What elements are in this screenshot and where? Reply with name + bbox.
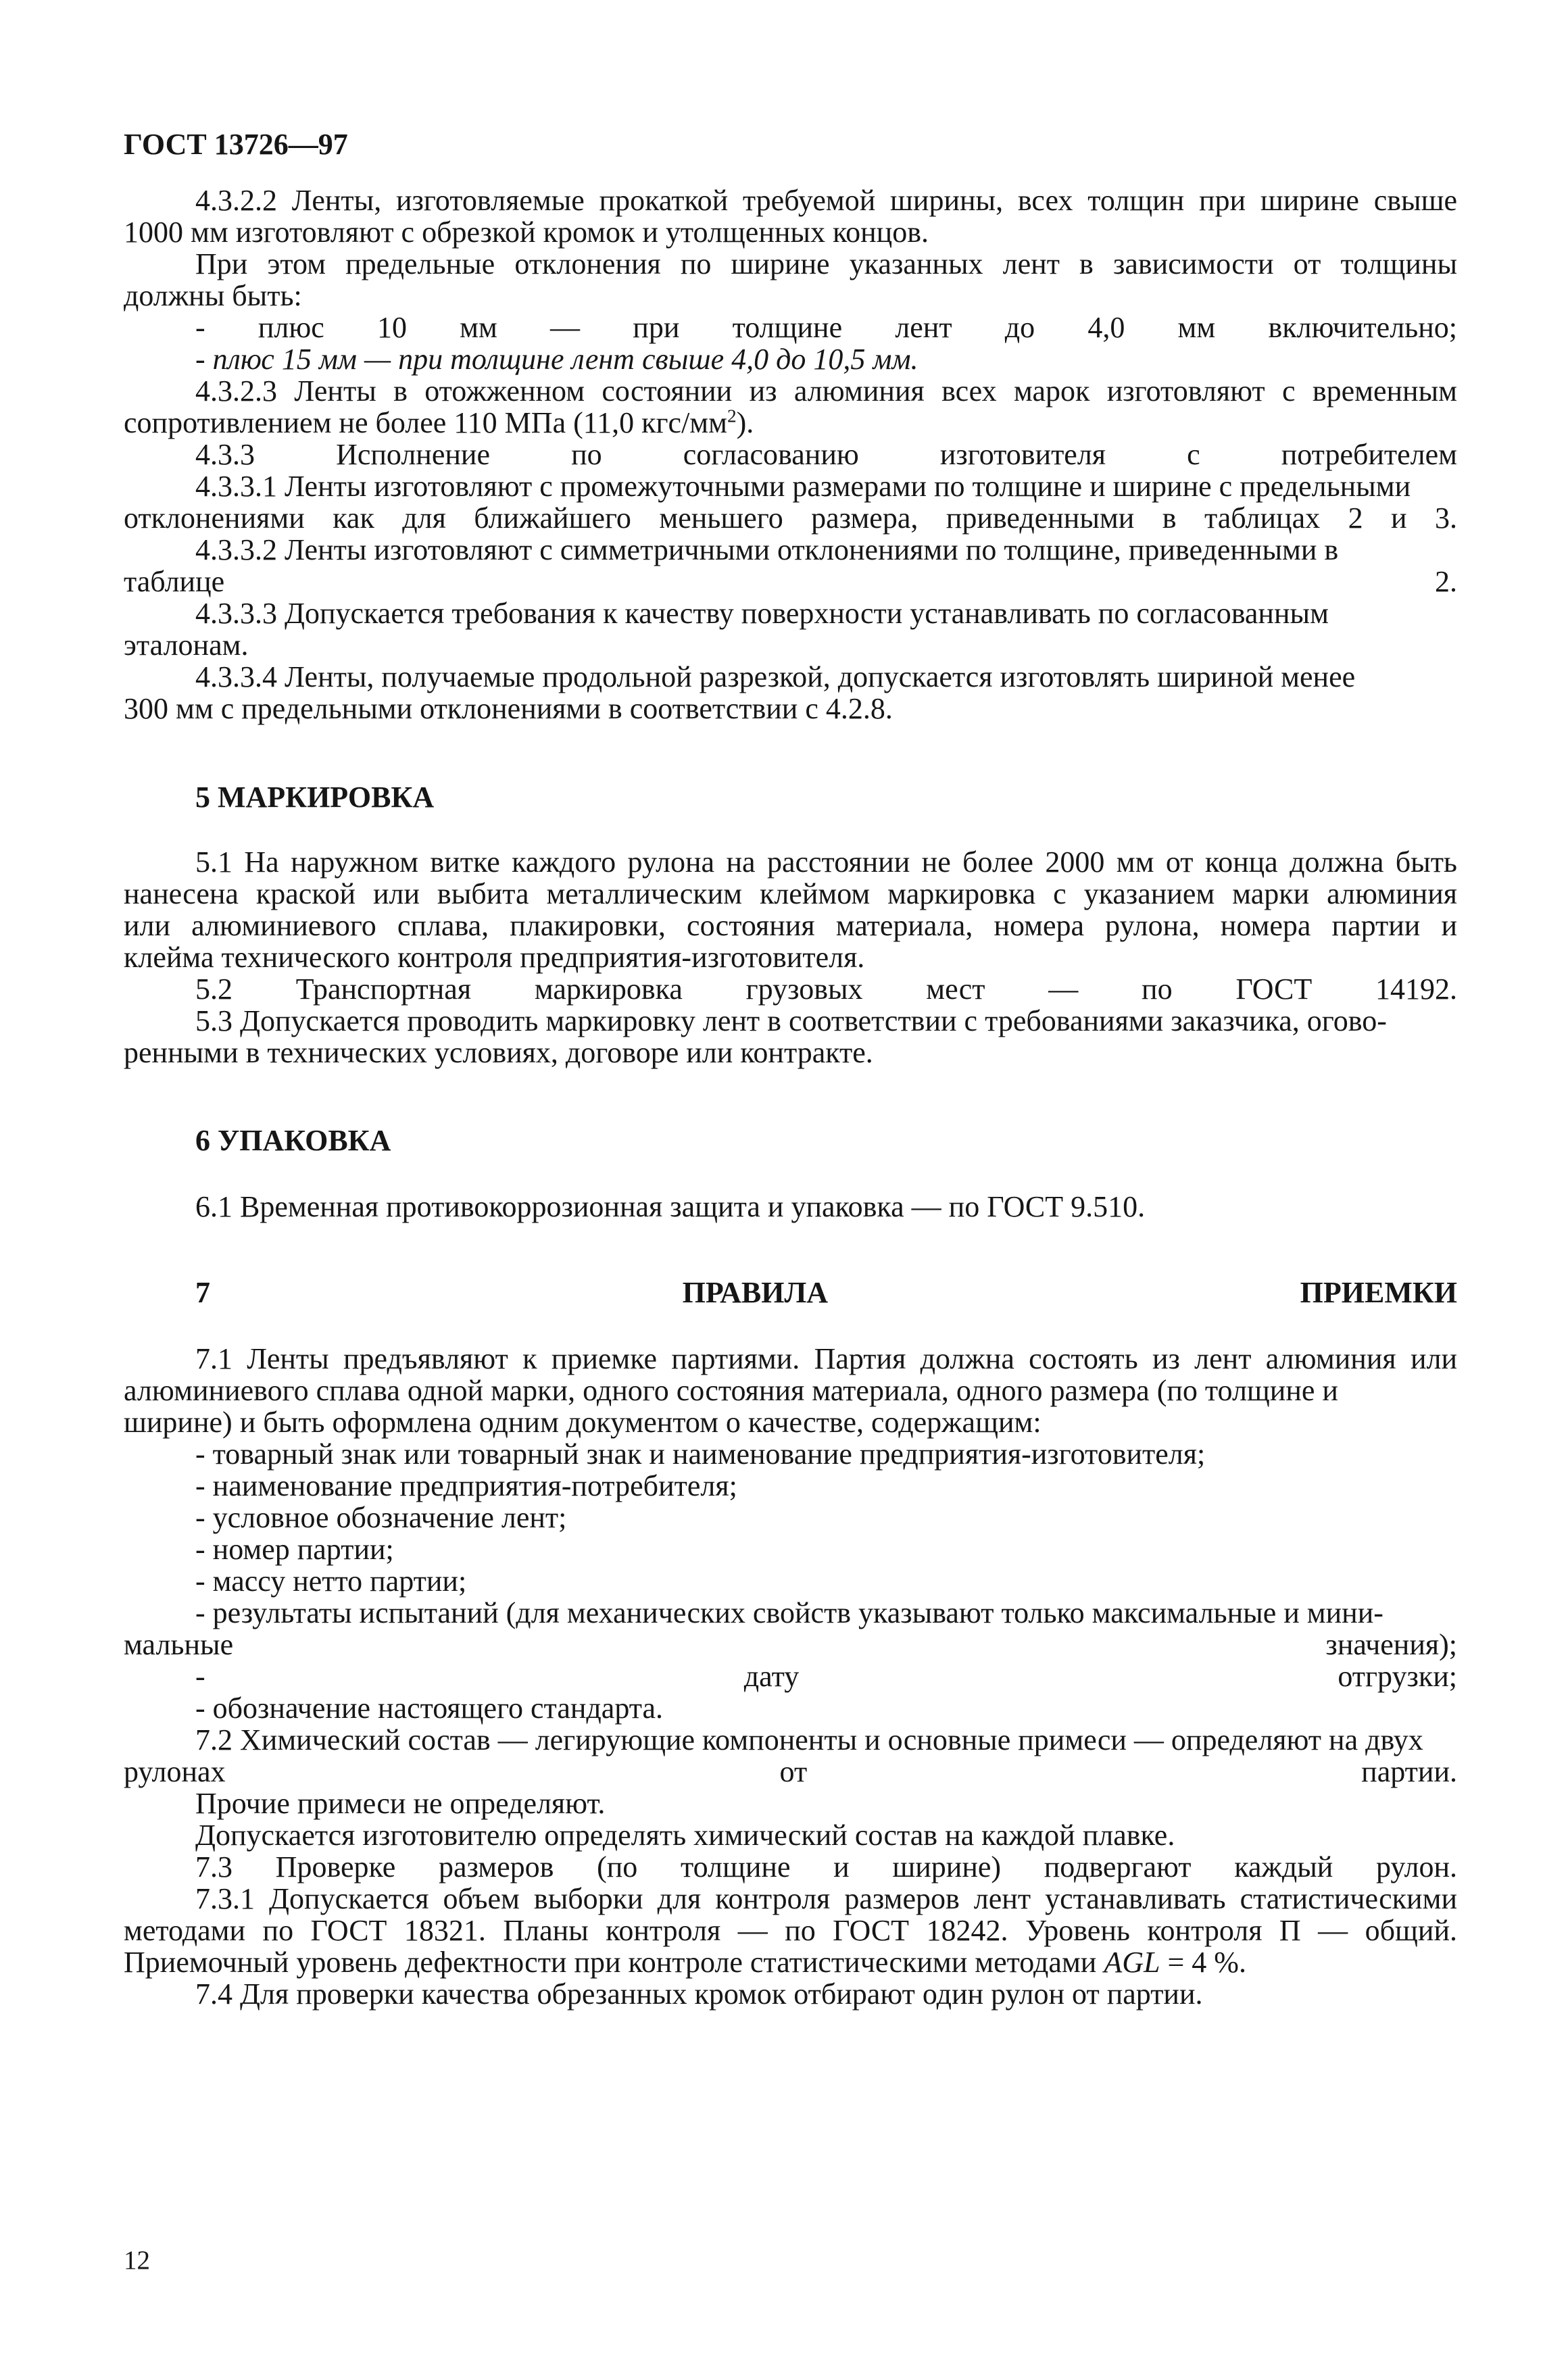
paragraph-line: 7.2 Химический состав — легирующие компоненты и основные примеси — определяют на двух (195, 1723, 1423, 1756)
paragraph-line: - обозначение настоящего стандарта. (195, 1692, 664, 1725)
paragraph-line: 7.3.1 Допускается объем выборки для контроля размеров лент устанавливать статистическими (195, 1882, 1457, 1915)
paragraph-line: - массу нетто партии; (195, 1565, 467, 1598)
paragraph-line: 5.2 Транспортная маркировка грузовых мест — по ГОСТ 14192. (195, 972, 1457, 1006)
paragraph-line: 4.3.3.2 Ленты изготовляют с симметричными отклонениями по толщине, приведенными в (195, 533, 1339, 566)
section-heading: 7 ПРАВИЛА ПРИЕМКИ (195, 1276, 1457, 1309)
page-number: 12 (124, 2246, 150, 2275)
paragraph-line: сопротивлением не более 110 МПа (11,0 кгс/$мм^2$). (124, 405, 754, 439)
paragraph-line: таблице 2. (124, 565, 1457, 598)
document-header: ГОСТ 13726—97 (124, 128, 348, 161)
paragraph-line: 300 мм с предельными отклонениями в соответствии с 4.2.8. (124, 692, 893, 725)
paragraph-line: При этом предельные отклонения по ширине указанных лент в зависимости от толщины (195, 247, 1457, 280)
paragraph-line: - результаты испытаний (для механических свойств указывают только максимальные и мини- (195, 1596, 1383, 1629)
paragraph-line: 4.3.3.3 Допускается требования к качеству поверхности устанавливать по согласованным (195, 597, 1329, 630)
paragraph-line: 7.3 Проверке размеров (по толщине и ширине) подвергают каждый рулон. (195, 1850, 1457, 1883)
paragraph-line: 4.3.3.1 Ленты изготовляют с промежуточными размерами по толщине и ширине с предельными (195, 470, 1411, 503)
paragraph-line: - дату отгрузки; (195, 1660, 1457, 1693)
paragraph-line: - условное обозначение лент; (195, 1501, 567, 1534)
paragraph-line: - плюс 10 мм — при толщине лент до 4,0 мм включительно; (195, 311, 1457, 344)
paragraph-line: Допускается изготовителю определять химический состав на каждой плавке. (195, 1819, 1175, 1852)
paragraph-line: 4.3.2.3 Ленты в отожженном состоянии из алюминия всех марок изготовляют с временным (195, 374, 1457, 408)
paragraph-line: алюминиевого сплава одной марки, одного состояния материала, одного размера (по толщине и (124, 1374, 1338, 1407)
paragraph-line: ширине) и быть оформлена одним документом о качестве, содержащим: (124, 1406, 1042, 1439)
section-heading: 6 УПАКОВКА (195, 1124, 391, 1157)
paragraph-line: - плюс 15 мм — при толщине лент свыше 4,0 до 10,5 мм. (195, 343, 918, 376)
paragraph-line: нанесена краской или выбита металлическим клеймом маркировка с указанием марки алюминия (124, 877, 1457, 910)
paragraph-line: или алюминиевого сплава, плакировки, состояния материала, номера рулона, номера партии и (124, 909, 1457, 942)
paragraph-line: 6.1 Временная противокоррозионная защита и упаковка — по ГОСТ 9.510. (195, 1190, 1146, 1223)
paragraph-line: Приемочный уровень дефектности при контроле статистическими методами AGL = 4 %. (124, 1946, 1246, 1979)
paragraph-line: - номер партии; (195, 1533, 394, 1566)
paragraph-line: 5.1 На наружном витке каждого рулона на расстоянии не более 2000 мм от конца должна быть (195, 845, 1457, 879)
paragraph-line: - наименование предприятия-потребителя; (195, 1469, 737, 1502)
paragraph-line: клейма технического контроля предприятия-изготовителя. (124, 941, 865, 974)
paragraph-line: должны быть: (124, 279, 302, 312)
paragraph-line: 4.3.2.2 Ленты, изготовляемые прокаткой требуемой ширины, всех толщин при ширине свыше (195, 184, 1457, 217)
paragraph-line: 7.1 Ленты предъявляют к приемке партиями. Партия должна состоять из лент алюминия или (195, 1342, 1457, 1375)
paragraph-line: методами по ГОСТ 18321. Планы контроля — по ГОСТ 18242. Уровень контроля П — общий. (124, 1914, 1457, 1947)
paragraph-line: 5.3 Допускается проводить маркировку лент в соответствии с требованиями заказчика, огово- (195, 1004, 1387, 1037)
paragraph-line: 4.3.3.4 Ленты, получаемые продольной разрезкой, допускается изготовлять шириной менее (195, 660, 1356, 693)
paragraph-line: рулонах от партии. (124, 1755, 1457, 1788)
paragraph-line: 1000 мм изготовляют с обрезкой кромок и утолщенных концов. (124, 216, 929, 249)
paragraph-line: 7.4 Для проверки качества обрезанных кромок отбирают один рулон от партии. (195, 1977, 1203, 2011)
paragraph-line: отклонениями как для ближайшего меньшего размера, приведенными в таблицах 2 и 3. (124, 501, 1457, 535)
paragraph-line: 4.3.3 Исполнение по согласованию изготовителя с потребителем (195, 438, 1457, 471)
paragraph-line: мальные значения); (124, 1628, 1457, 1661)
paragraph-line: ренными в технических условиях, договоре или контракте. (124, 1036, 873, 1069)
paragraph-line: эталонам. (124, 629, 249, 662)
paragraph-line: - товарный знак или товарный знак и наименование предприятия-изготовителя; (195, 1437, 1206, 1471)
paragraph-line: Прочие примеси не определяют. (195, 1787, 606, 1820)
section-heading: 5 МАРКИРОВКА (195, 781, 435, 814)
